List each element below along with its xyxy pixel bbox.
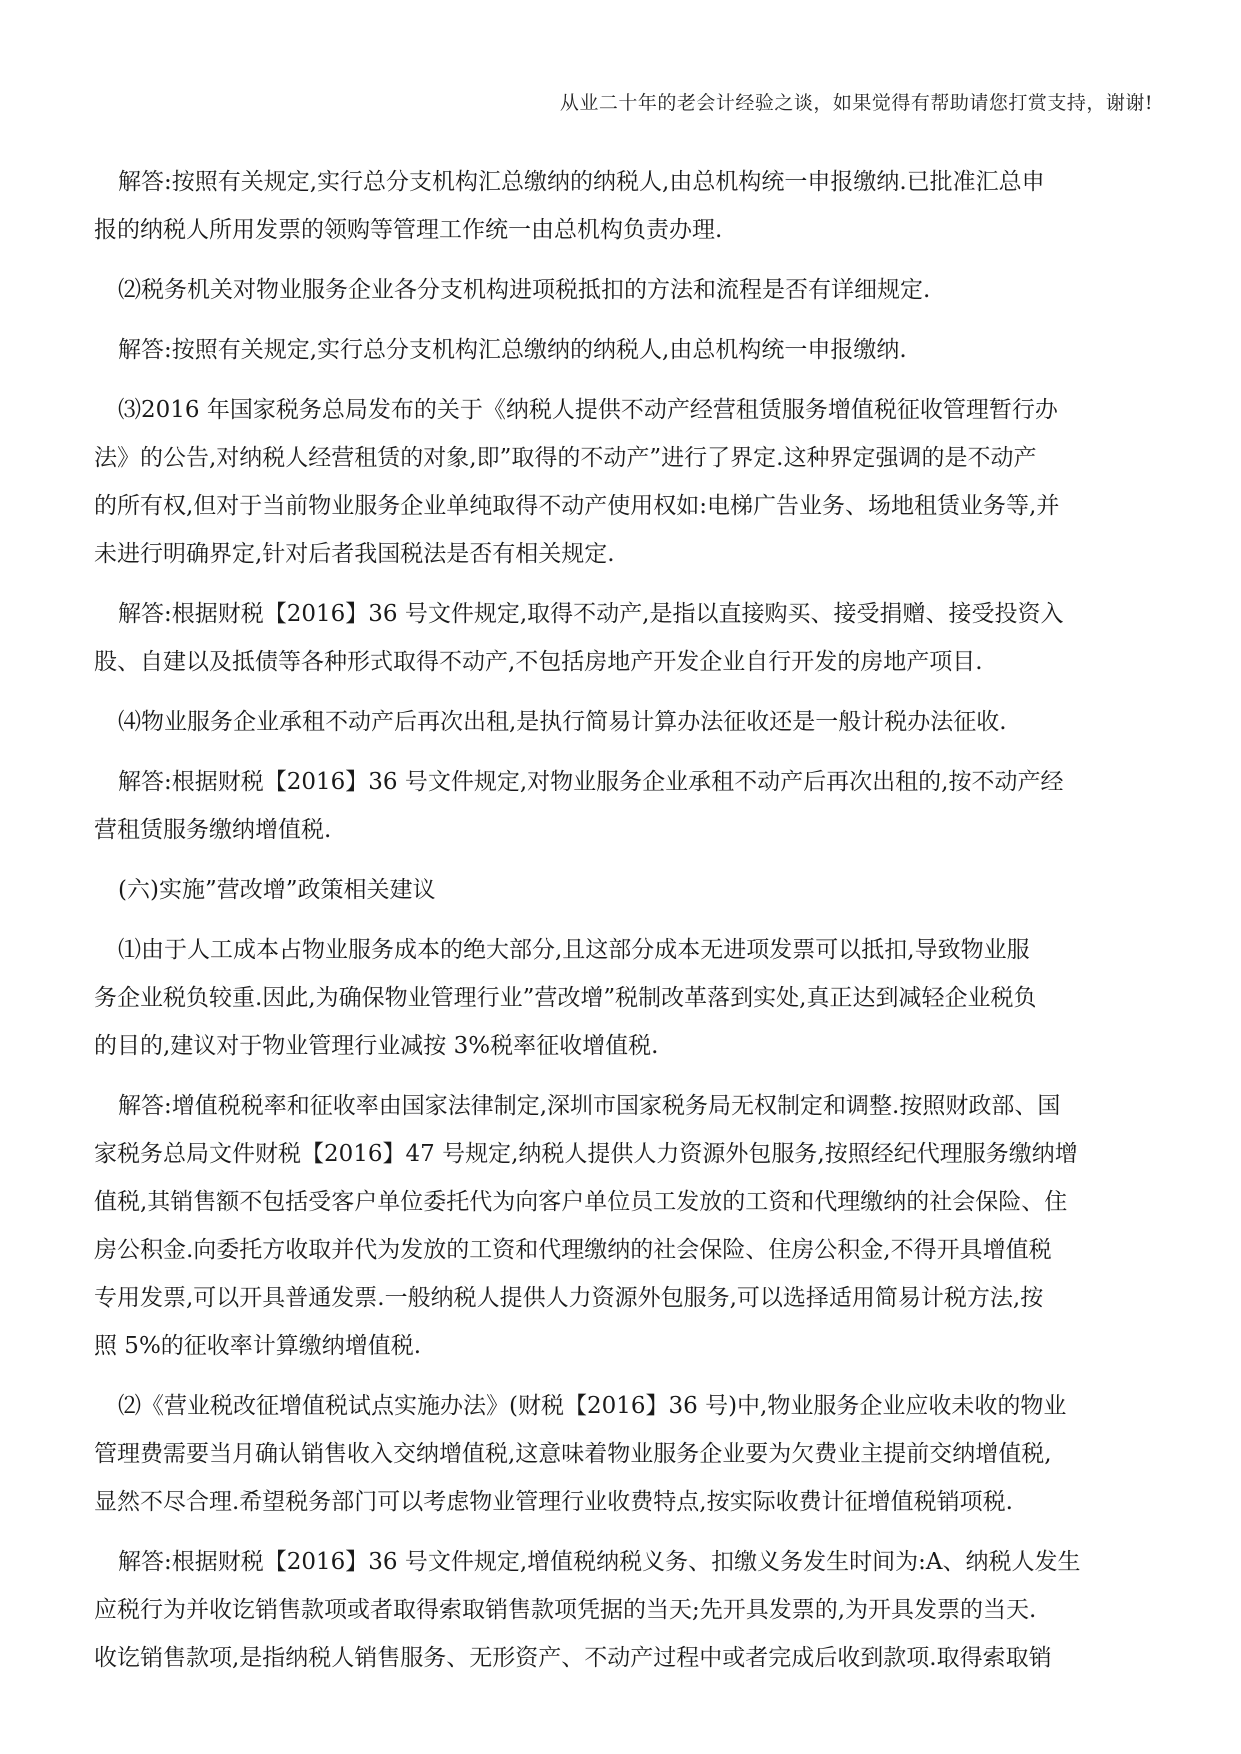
text-line: 显然不尽合理.希望税务部门可以考虑物业管理行业收费特点,按实际收费计征增值税销项税. [94, 1489, 1013, 1515]
document-body [94, 158, 1148, 1694]
text-line: 应税行为并收讫销售款项或者取得索取销售款项凭据的当天;先开具发票的,为开具发票的当天. [94, 1597, 1037, 1623]
text-line: 管理费需要当月确认销售收入交纳增值税,这意味着物业服务企业要为欠费业主提前交纳增值税, [94, 1441, 1052, 1467]
paragraph [94, 326, 1148, 374]
text-line: 的目的,建议对于物业管理行业减按 3%税率征收增值税. [94, 1033, 659, 1059]
header-note: 从业二十年的老会计经验之谈，如果觉得有帮助请您打赏支持，谢谢! [559, 92, 1153, 114]
text-line: 专用发票,可以开具普通发票.一般纳税人提供人力资源外包服务,可以选择适用简易计税方法,按 [94, 1285, 1044, 1311]
text-line: 照 5%的征收率计算缴纳增值税. [94, 1333, 422, 1359]
text-line: 解答:按照有关规定,实行总分支机构汇总缴纳的纳税人,由总机构统一申报缴纳.已批准汇总申 [118, 169, 1045, 195]
text-line: 务企业税负较重.因此,为确保物业管理行业”营改增”税制改革落到实处,真正达到减轻企业税负 [94, 985, 1037, 1011]
text-line: 的所有权,但对于当前物业服务企业单纯取得不动产使用权如:电梯广告业务、场地租赁业务等,并 [94, 493, 1060, 519]
text-line: ⑷物业服务企业承租不动产后再次出租,是执行简易计算办法征收还是一般计税办法征收. [118, 709, 1007, 735]
text-line: 法》的公告,对纳税人经营租赁的对象,即”取得的不动产”进行了界定.这种界定强调的是不动产 [94, 445, 1037, 471]
text-line: (六)实施”营改增”政策相关建议 [118, 877, 436, 903]
text-line: 报的纳税人所用发票的领购等管理工作统一由总机构负责办理. [94, 217, 723, 243]
paragraph [94, 698, 1148, 746]
text-line: 解答:增值税税率和征收率由国家法律制定,深圳市国家税务局无权制定和调整.按照财政部、国 [118, 1093, 1061, 1119]
text-line: ⑵《营业税改征增值税试点实施办法》(财税【2016】36 号)中,物业服务企业应收未收的物业 [118, 1393, 1067, 1419]
text-line: 解答:根据财税【2016】36 号文件规定,增值税纳税义务、扣缴义务发生时间为:A、纳税人发生 [118, 1549, 1081, 1575]
text-line: 家税务总局文件财税【2016】47 号规定,纳税人提供人力资源外包服务,按照经纪代理服务缴纳增 [94, 1141, 1078, 1167]
text-line: 收讫销售款项,是指纳税人销售服务、无形资产、不动产过程中或者完成后收到款项.取得索取销 [94, 1645, 1052, 1671]
paragraph [94, 266, 1148, 314]
text-line: 值税,其销售额不包括受客户单位委托代为向客户单位员工发放的工资和代理缴纳的社会保险、住 [94, 1189, 1068, 1215]
text-line: 未进行明确界定,针对后者我国税法是否有相关规定. [94, 541, 615, 567]
text-line: ⑶2016 年国家税务总局发布的关于《纳税人提供不动产经营租赁服务增值税征收管理暂行办 [118, 397, 1058, 423]
text-line: ⑵税务机关对物业服务企业各分支机构进项税抵扣的方法和流程是否有详细规定. [118, 277, 931, 303]
text-line: 解答:根据财税【2016】36 号文件规定,取得不动产,是指以直接购买、接受捐赠、接受投资入 [118, 601, 1064, 627]
paragraph [94, 158, 1148, 254]
paragraph [94, 386, 1148, 578]
text-line: 解答:根据财税【2016】36 号文件规定,对物业服务企业承租不动产后再次出租的,按不动产经 [118, 769, 1064, 795]
paragraph [94, 1082, 1148, 1370]
text-line: 营租赁服务缴纳增值税. [94, 817, 332, 843]
text-line: 房公积金.向委托方收取并代为发放的工资和代理缴纳的社会保险、住房公积金,不得开具增值税 [94, 1237, 1052, 1263]
section-heading [94, 866, 1148, 914]
paragraph [94, 926, 1148, 1070]
text-line: 解答:按照有关规定,实行总分支机构汇总缴纳的纳税人,由总机构统一申报缴纳. [118, 337, 907, 363]
paragraph [94, 590, 1148, 686]
text-line: 股、自建以及抵债等各种形式取得不动产,不包括房地产开发企业自行开发的房地产项目. [94, 649, 983, 675]
paragraph [94, 758, 1148, 854]
text-line: ⑴由于人工成本占物业服务成本的绝大部分,且这部分成本无进项发票可以抵扣,导致物业服 [118, 937, 1030, 963]
paragraph [94, 1382, 1148, 1526]
paragraph [94, 1538, 1148, 1682]
